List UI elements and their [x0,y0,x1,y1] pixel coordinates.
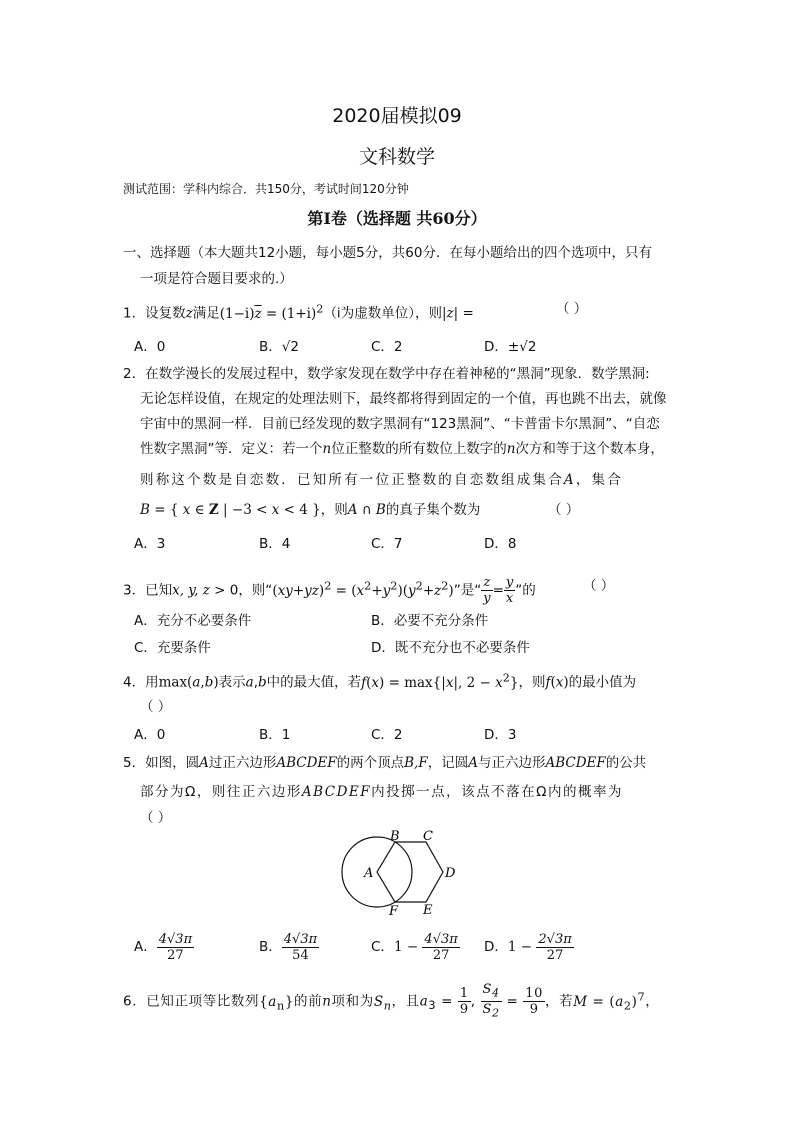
q6-text-b: 的前 [294,993,323,1010]
q5-text-g: 部分为Ω，则往正六边形 [140,784,302,800]
q4-text-e: 的最小值为 [568,674,637,691]
q3-text-b: ，则“ [238,582,273,599]
question-5-line-1: 5．如图，圆A过正六边形ABCDEF的两个顶点B,F，记圆A与正六边形ABCDEF的公共 [123,755,647,771]
q3-option-d: D．既不充分也不必要条件 [371,640,530,656]
q5-text-f: 的公共 [605,755,647,771]
part-instructions-2: 一项是符合题目要求的.） [140,271,293,287]
q2-l5-b: ，集合 [575,472,623,488]
q3-text-d: ”的 [515,582,536,599]
q5-option-a-label: A． [134,939,157,955]
question-3-answer-paren: （ ） [583,578,615,594]
q2-l4-b: 位正整数的所有数位上数字的 [331,441,507,457]
question-2-line-6: B = { x ∈ Z | −3 < x < 4 }，则A ∩ B的真子集个数为 [140,502,481,518]
question-2-line-5: 则称这个数是自恋数．已知所有一位正整数的自恋数组成集合A，集合 [140,472,623,488]
section-heading: 第Ⅰ卷（选择题 共60分） [307,209,487,228]
q3-text-a: 3．已知 [123,582,173,599]
question-6-stem: 6．已知正项等比数列$\{a_n\}$的前n项和为$S_n$，且$a_3$ = $\frac{1}{9}$ , $\frac{S_4}{S_2}$ = $\frac{10}{9}$ ，若$M = (a_2)^7$， [123,982,660,1020]
question-2-line-4: 性数字黑洞”等．定义：若一个n位正整数的所有数位上数字的n次方和等于这个数本身， [140,441,664,457]
q1-text-c: （i为虚数单位），则 [323,305,442,322]
q3-option-a: A．充分不必要条件 [134,613,252,629]
q2-l6-c: 的真子集个数为 [385,502,481,518]
q2-l5-a: 则称这个数是自恋数．已知所有一位正整数的自恋数组成集合 [140,472,564,488]
exam-title: 2020届模拟09 [332,105,462,127]
question-1-stem: 1．设复数z满足$(1-i)\overline{z} = (1+i)^2(i$为虚数单位），则|z| = [123,302,474,322]
question-2-answer-paren: （ ） [548,502,580,518]
q3-text-c: ”是“ [453,582,482,599]
q1-option-b: B．√2 [259,339,299,355]
q1-text-a: 1．设复数 [123,305,186,322]
q1-option-c: C．2 [371,339,403,355]
q5-option-c-label: C． [371,939,394,955]
q4-text-d: ，则 [518,674,546,691]
exam-scope: 测试范围：学科内综合．共150分，考试时间120分钟 [123,182,409,196]
question-2-line-2: 无论怎样设值，在规定的处理法则下，最终都将得到固定的一个值，再也跳不出去，就像 [140,391,667,407]
q5-text-a: 5．如图，圆 [123,755,200,771]
q4-option-b: B．1 [259,727,291,743]
q5-option-b-label: B． [259,939,282,955]
q2-option-b: B．4 [259,536,291,552]
q2-l4-c: 次方和等于这个数本身， [515,441,664,457]
question-4-stem: 4．用max(a,b)表示a,b中的最大值，若f(x) = max{|x|, $2 - x^2$}，则f(x)的最小值为 [123,671,637,691]
q4-option-a: A．0 [134,727,166,743]
question-5-answer-paren: （ ） [140,810,172,826]
q5-text-b: 过正六边形 [208,755,277,771]
q4-text-c: 中的最大值，若 [266,674,362,691]
q5-option-a: A． $\frac{4√3\pi}{27}$ [134,931,193,963]
q1-text-b: 满足 [192,305,220,322]
label-c: C [423,829,433,844]
label-d: D [445,866,456,881]
q5-text-e: 与正六边形 [477,755,546,771]
q5-option-c: C．1 − $\frac{4√3\pi}{27}$ [371,931,458,963]
q1-option-a: A．0 [134,339,166,355]
q2-l4-a: 性数字黑洞”等．定义：若一个 [140,441,323,457]
q1-option-b-label: B． [259,339,282,355]
q5-text-d: ，记圆 [427,755,469,771]
q6-text-e: ，若 [545,993,574,1010]
q4-text-a: 4．用 [123,674,159,691]
q3-option-c: C．充要条件 [134,640,211,656]
q4-text-b: 表示 [218,674,246,691]
q3-option-b: B．必要不充分条件 [371,613,489,629]
q6-text-c: 项和为 [331,993,374,1010]
q6-text-d: ，且 [391,993,420,1010]
hexagon-abcdef [377,842,443,902]
question-2-line-3: 宇宙中的黑洞一样．目前已经发现的数字黑洞有“123黑洞”、“卡普雷卡尔黑洞”、“自恋 [140,416,660,432]
q4-option-c: C．2 [371,727,403,743]
q4-option-d: D．3 [484,727,517,743]
q2-option-c: C．7 [371,536,403,552]
q6-text-a: 6．已知正项等比数列 [123,993,260,1010]
q1-option-d: D．±√2 [484,339,537,355]
question-2-line-1: 2．在数学漫长的发展过程中，数学家发现在数学中存在着神秘的“黑洞”现象．数学黑洞: [123,366,650,382]
q5-option-d: D．1 − $\frac{2√3\pi}{27}$ [484,931,572,963]
part-instructions-1: 一、选择题（本大题共12小题，每小题5分，共60分．在每小题给出的四个选项中，只有 [123,245,652,261]
q2-option-d: D．8 [484,536,517,552]
q5-text-c: 的两个顶点 [336,755,405,771]
q1-option-d-label: D．± [484,339,520,355]
question-1-answer-paren: （ ） [556,301,588,317]
label-b: B [390,829,400,844]
label-f: F [389,904,399,919]
q5-option-b: B． $\frac{4√3\pi}{54}$ [259,931,318,963]
q2-option-a: A．3 [134,536,166,552]
label-e: E [423,903,433,918]
q2-l6-b: ，则 [320,502,348,518]
question-5-line-2: 部分为Ω，则往正六边形ABCDEF内投掷一点，该点不落在Ω内的概率为 [140,784,623,800]
exam-subject: 文科数学 [358,146,435,168]
hexagon-circle-figure [335,828,465,920]
q5-text-h: 内投掷一点，该点不落在Ω内的概率为 [371,784,623,800]
question-4-answer-paren: （ ） [140,699,172,715]
q5-option-d-label: D． [484,939,508,955]
label-a: A [364,866,374,881]
question-3-stem: 3．已知x, y, z > 0，则“$(xy+yz)^2 = (x^2+y^2)(y^2+z^2)$”是“ $\frac{z}{y}$ = $\frac{y}{x}$ ”的 [123,575,536,606]
